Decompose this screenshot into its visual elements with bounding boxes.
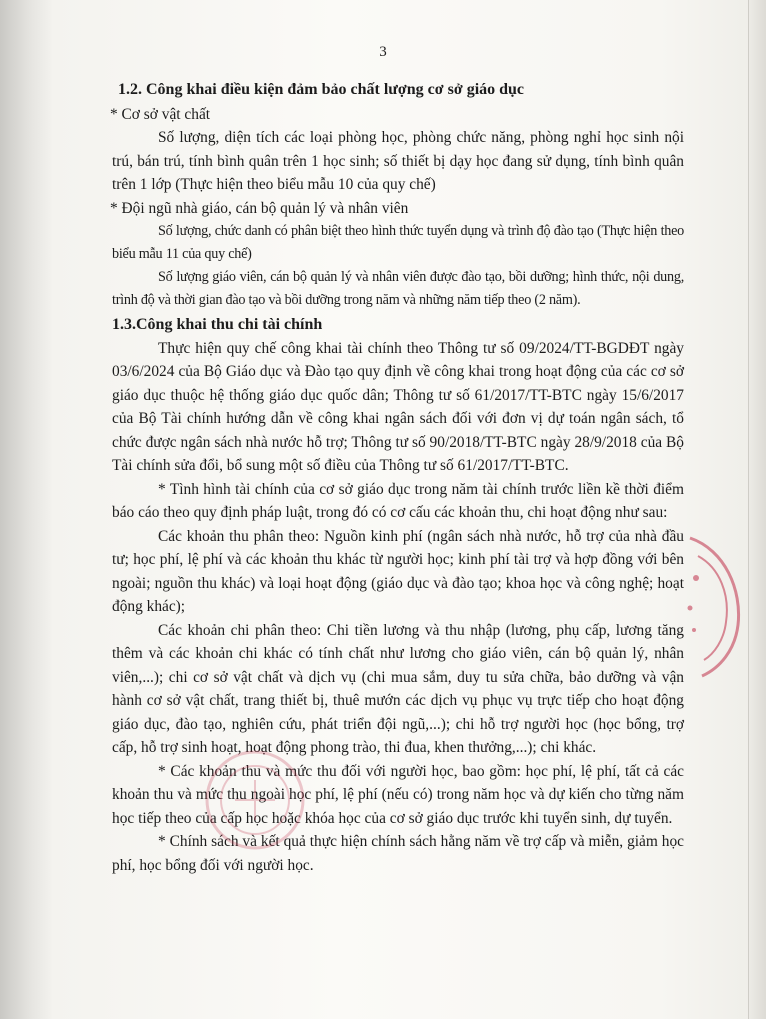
document-body xyxy=(112,78,684,877)
paragraph-policy: * Chính sách và kết quả thực hiện chính sách hằng năm về trợ cấp và miễn, giảm học phí, học bổng đối với người học. xyxy=(112,833,684,874)
bullet-staff: * Đội ngũ nhà giáo, cán bộ quản lý và nhân viên xyxy=(110,199,409,217)
faint-seal-mark xyxy=(200,745,310,855)
page-right-edge xyxy=(748,0,766,1019)
paragraph-facilities: Số lượng, diện tích các loại phòng học, phòng chức năng, phòng nghỉ học sinh nội trú, bán trú, tính bình quân trên 1 học sinh; số thiết bị dạy học đang sử dụng, tính bình quân trên 1 lớp (Thực hiện theo biểu mẫu 10 của quy chế) xyxy=(112,129,684,193)
section-heading-1-3: 1.3.Công khai thu chi tài chính xyxy=(112,316,323,333)
paragraph-staff-1: Số lượng, chức danh có phân biệt theo hình thức tuyển dụng và trình độ đào tạo (Thực hiện theo biểu mẫu 11 của quy chế) xyxy=(112,223,684,262)
paragraph-expense: Các khoản chi phân theo: Chi tiền lương và thu nhập (lương, phụ cấp, lương tăng thêm và các khoản chi khác có tính chất như lương cho giáo viên, cán bộ quản lý, nhân viên,...); chi cơ sở vật chất và dịch vụ (chi mua sắm, duy tu sửa chữa, bảo dưỡng và vận hành cơ sở vật chất, trang thiết bị, thuê mướn các dịch vụ phục vụ trực tiếp cho hoạt động giáo dục, đào tạo, nghiên cứu, phát triển đội ngũ,...); chi hỗ trợ người học (học bổng, trợ cấp, hỗ trợ sinh hoạt, hoạt động phong trào, thi đua, khen thưởng,...); chi khác. xyxy=(112,621,684,756)
bullet-facilities: * Cơ sở vật chất xyxy=(110,105,211,123)
paragraph-finance-situation: * Tình hình tài chính của cơ sở giáo dục trong năm tài chính trước liền kề thời điểm báo cáo theo quy định pháp luật, trong đó có cơ cấu các khoản thu, chi hoạt động như sau: xyxy=(112,480,684,521)
red-seal-stamp-partial xyxy=(650,530,750,680)
adjacent-page-edge xyxy=(0,0,53,1019)
paragraph-staff-2: Số lượng giáo viên, cán bộ quản lý và nhân viên được đào tạo, bồi dưỡng; hình thức, nội dung, trình độ và thời gian đào tạo và bồi dưỡng trong năm và những năm tiếp theo (2 năm). xyxy=(112,269,684,308)
page-number: 3 xyxy=(379,44,387,60)
paragraph-intro: Thực hiện quy chế công khai tài chính theo Thông tư số 09/2024/TT-BGDĐT ngày 03/6/2024 của Bộ Giáo dục và Đào tạo quy định về công khai trong hoạt động của các cơ sở giáo dục thuộc hệ thống giáo dục quốc dân; Thông tư số 61/2017/TT-BTC ngày 15/6/2017 của Bộ Tài chính hướng dẫn về công khai ngân sách đối với đơn vị dự toán ngân sách, tổ chức được ngân sách nhà nước hỗ trợ; Thông tư số 90/2018/TT-BTC ngày 28/9/2018 của Bộ Tài chính sửa đổi, bổ sung một số điều của Thông tư số 61/2017/TT-BTC. xyxy=(112,339,684,474)
paragraph-fees: * Các khoản thu và mức thu đối với người học, bao gồm: học phí, lệ phí, tất cả các khoản thu và mức thu ngoài học phí, lệ phí (nếu có) trong năm học và dự kiến cho từng năm học tiếp theo của cấp học hoặc khóa học của cơ sở giáo dục trước khi tuyển sinh, dự tuyển. xyxy=(112,762,684,827)
paragraph-revenue: Các khoản thu phân theo: Nguồn kinh phí (ngân sách nhà nước, hỗ trợ của nhà đầu tư; học phí, lệ phí và các khoản thu khác từ người học; kinh phí tài trợ và hợp đồng với bên ngoài; nguồn thu khác) và loại hoạt động (giáo dục và đào tạo; khoa học và công nghệ; hoạt động khác); xyxy=(112,527,684,615)
section-heading-1-2: 1.2. Công khai điều kiện đảm bảo chất lượng cơ sở giáo dục xyxy=(118,81,525,98)
